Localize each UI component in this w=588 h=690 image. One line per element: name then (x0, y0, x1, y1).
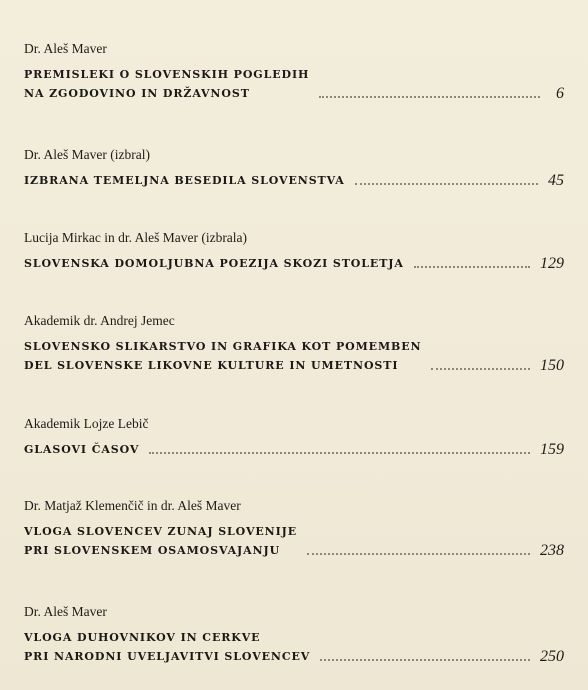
dot-leader (307, 553, 530, 555)
entry-page-number: 45 (548, 172, 564, 189)
dot-leader (431, 368, 530, 370)
entry-author: Dr. Aleš Maver (24, 41, 107, 56)
entry-author: Lucija Mirkac in dr. Aleš Maver (izbrala) (24, 230, 248, 245)
entry-title (24, 65, 309, 103)
entry-page-number: 250 (540, 648, 564, 665)
entry-author: Dr. Aleš Maver (izbral) (24, 147, 150, 162)
entry-title-line: PRI SLOVENSKEM OSAMOSVAJANJU (24, 544, 281, 557)
entry-title-row[interactable] (24, 254, 564, 273)
entry-title-row[interactable] (24, 65, 564, 103)
dot-leader (149, 452, 530, 454)
entry-title-line: NA ZGODOVINO IN DRŽAVNOST (24, 87, 250, 100)
entry-title-line: PREMISLEKI O SLOVENSKIH POGLEDIH (24, 68, 310, 81)
entry-title-row[interactable] (24, 628, 564, 666)
dot-leader (319, 96, 540, 98)
toc-entry (24, 603, 564, 666)
entry-title-row[interactable] (24, 337, 564, 375)
entry-author: Dr. Aleš Maver (24, 604, 107, 619)
entry-page-number: 159 (540, 441, 564, 458)
entry-page-number: 238 (540, 542, 564, 559)
toc-entry (24, 415, 564, 459)
entry-title-line: IZBRANA TEMELJNA BESEDILA SLOVENSTVA (24, 174, 345, 187)
entry-title-line: VLOGA DUHOVNIKOV IN CERKVE (24, 631, 261, 644)
toc-entry (24, 146, 564, 190)
entry-title (24, 522, 297, 560)
dot-leader (320, 659, 530, 661)
toc-entry (24, 497, 564, 560)
entry-page-number: 129 (540, 255, 564, 272)
entry-title (24, 628, 310, 666)
dot-leader (355, 183, 538, 185)
entry-title-line: SLOVENSKO SLIKARSTVO IN GRAFIKA KOT POMEMBEN (24, 340, 422, 353)
entry-title-row[interactable] (24, 171, 564, 190)
entry-title-row[interactable] (24, 522, 564, 560)
entry-title (24, 171, 345, 190)
toc-entry (24, 312, 564, 375)
entry-page-number: 150 (540, 357, 564, 374)
entry-title-row[interactable] (24, 440, 564, 459)
entry-title-line: DEL SLOVENSKE LIKOVNE KULTURE IN UMETNOSTI (24, 359, 399, 372)
entry-author: Akademik dr. Andrej Jemec (24, 313, 175, 328)
toc-entry (24, 40, 564, 103)
entry-title (24, 337, 421, 375)
entry-title-line: PRI NARODNI UVELJAVITVI SLOVENCEV (24, 650, 311, 663)
entry-title (24, 440, 139, 459)
toc-entry (24, 229, 564, 273)
entry-page-number: 6 (556, 85, 564, 102)
dot-leader (414, 266, 530, 268)
entry-title (24, 254, 404, 273)
entry-title-line: GLASOVI ČASOV (24, 443, 140, 456)
entry-title-line: VLOGA SLOVENCEV ZUNAJ SLOVENIJE (24, 525, 298, 538)
entry-author: Dr. Matjaž Klemenčič in dr. Aleš Maver (24, 498, 241, 513)
entry-author: Akademik Lojze Lebič (24, 416, 149, 431)
entry-title-line: SLOVENSKA DOMOLJUBNA POEZIJA SKOZI STOLETJA (24, 257, 404, 270)
